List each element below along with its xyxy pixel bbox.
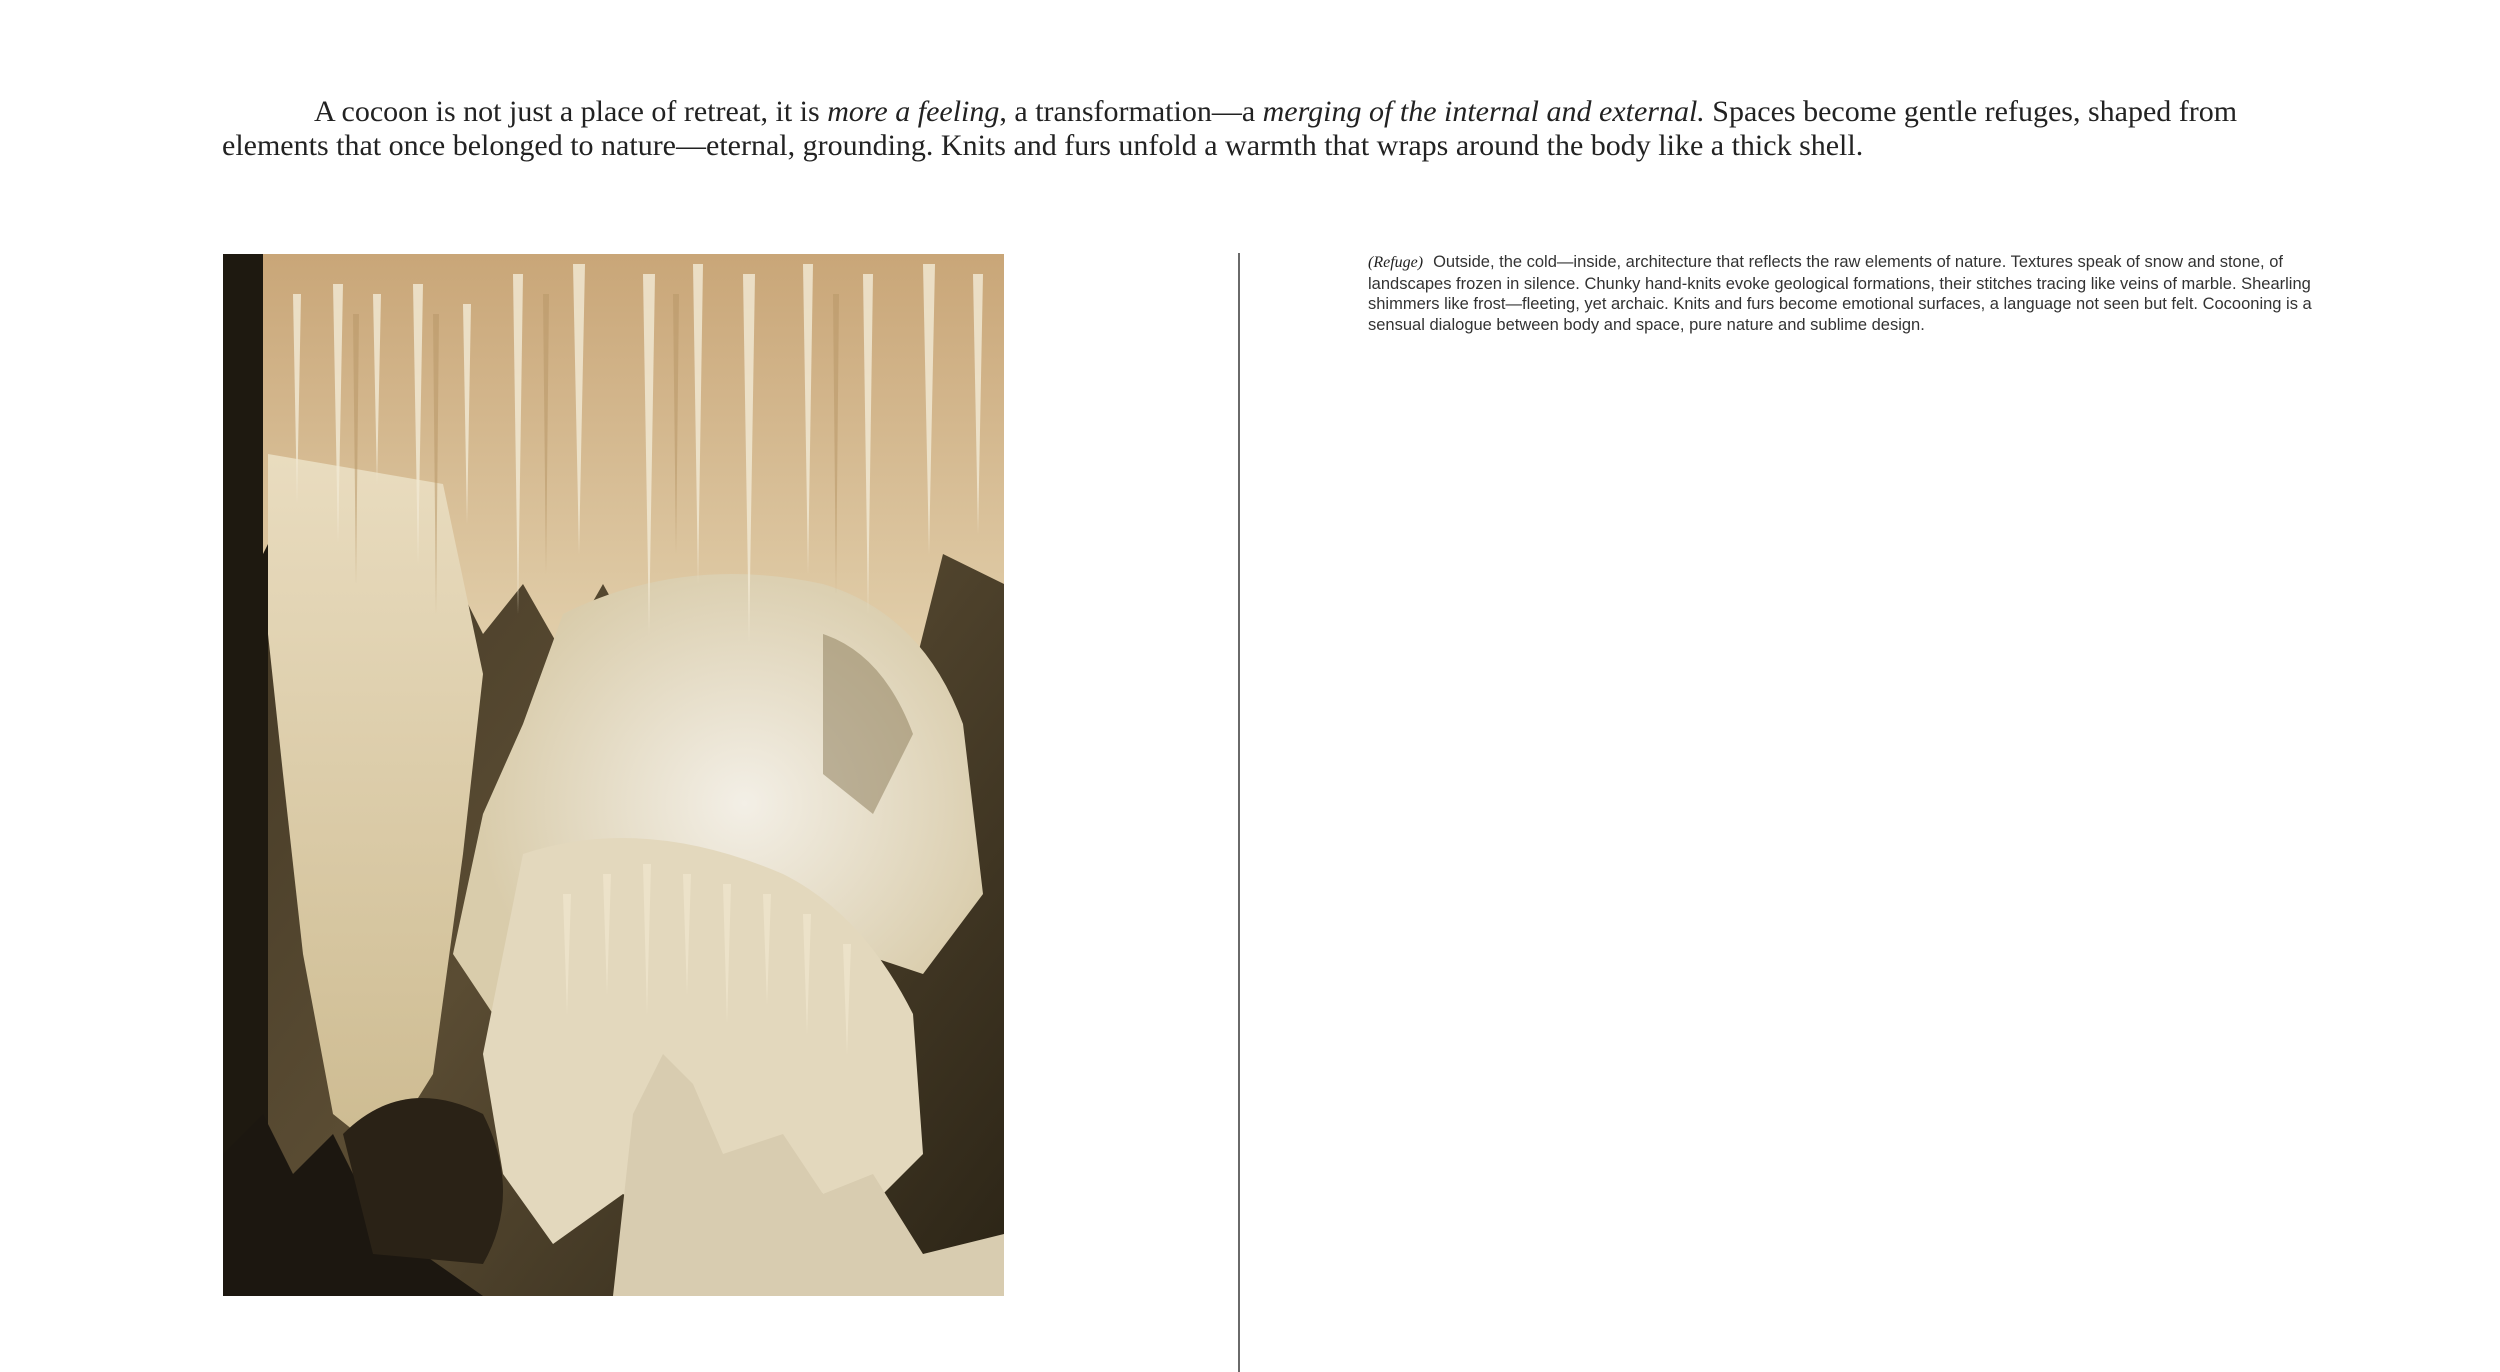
intro-text-part1: A cocoon is not just a place of retreat, it is bbox=[314, 95, 828, 128]
caption-text: Outside, the cold—inside, architecture that reflects the raw elements of nature. Textures speak of snow and stone, of landscapes frozen in silence. Chunky hand-knits evoke geological formations, their stitches tracing like veins of marble. Shearling shimmers like frost—fleeting, yet archaic. Knits and furs become emotional surfaces, a language not seen but felt. Cocooning is a sensual dialogue between body and space, pure nature and sublime design. bbox=[1368, 253, 2312, 334]
intro-paragraph bbox=[222, 95, 2242, 163]
intro-text-part2: , a transformation—a bbox=[999, 95, 1263, 128]
stalactite-illustration bbox=[223, 254, 1004, 1296]
intro-italic-merging: merging of the internal and external. bbox=[1262, 95, 1705, 128]
caption-tag: (Refuge) bbox=[1368, 254, 1424, 271]
column-divider bbox=[1238, 253, 1240, 1372]
intro-text-part3: Spaces become gentle refuges, shaped from elements that once belonged to nature—eternal, grounding. Knits and furs unfold a warmth that wraps around the body like a thick shell. bbox=[222, 95, 2238, 162]
caption-paragraph bbox=[1368, 252, 2368, 335]
intro-italic-more-a-feeling: more a feeling bbox=[827, 95, 1000, 128]
cave-photo bbox=[223, 254, 1004, 1296]
